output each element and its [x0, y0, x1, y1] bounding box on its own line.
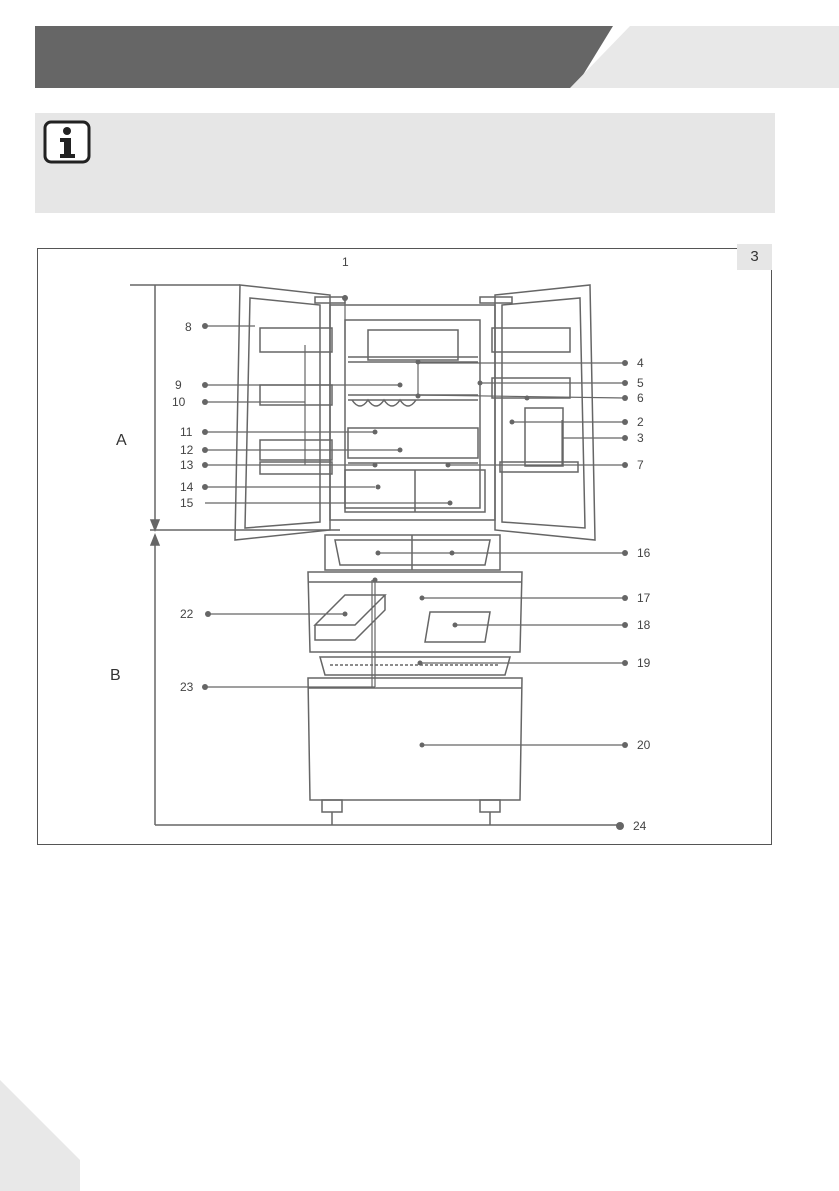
callout-20: 20: [637, 738, 651, 752]
callout-10: 10: [172, 395, 186, 409]
callout-9: 9: [175, 378, 182, 392]
callout-16: 16: [637, 546, 651, 560]
fridge-cabinet: [330, 305, 495, 520]
callout-5: 5: [637, 376, 644, 390]
callout-3: 3: [637, 431, 644, 445]
callout-8: 8: [185, 320, 192, 334]
callout-17: 17: [637, 591, 651, 605]
figure-number: 3: [737, 244, 772, 270]
callout-12: 12: [180, 443, 194, 457]
callout-11: 11: [180, 425, 193, 439]
callout-7: 7: [637, 458, 644, 472]
callout-23: 23: [180, 680, 194, 694]
freezer-drawer-lower: [308, 678, 522, 800]
dimension-label-a: A: [116, 432, 127, 449]
page-corner-tab: [0, 1080, 80, 1191]
ice-tray: [425, 612, 490, 642]
callout-2: 2: [637, 415, 644, 429]
callout-18: 18: [637, 618, 651, 632]
callout-1: 1: [342, 255, 349, 269]
callout-14: 14: [180, 480, 194, 494]
dimension-label-b: B: [110, 667, 121, 684]
freezer-tray: [320, 657, 510, 675]
callout-24: 24: [633, 819, 647, 833]
callout-6: 6: [637, 391, 644, 405]
callout-15: 15: [180, 496, 194, 510]
callout-4: 4: [637, 356, 644, 370]
callout-22: 22: [180, 607, 194, 621]
callout-13: 13: [180, 458, 194, 472]
callout-19: 19: [637, 656, 651, 670]
